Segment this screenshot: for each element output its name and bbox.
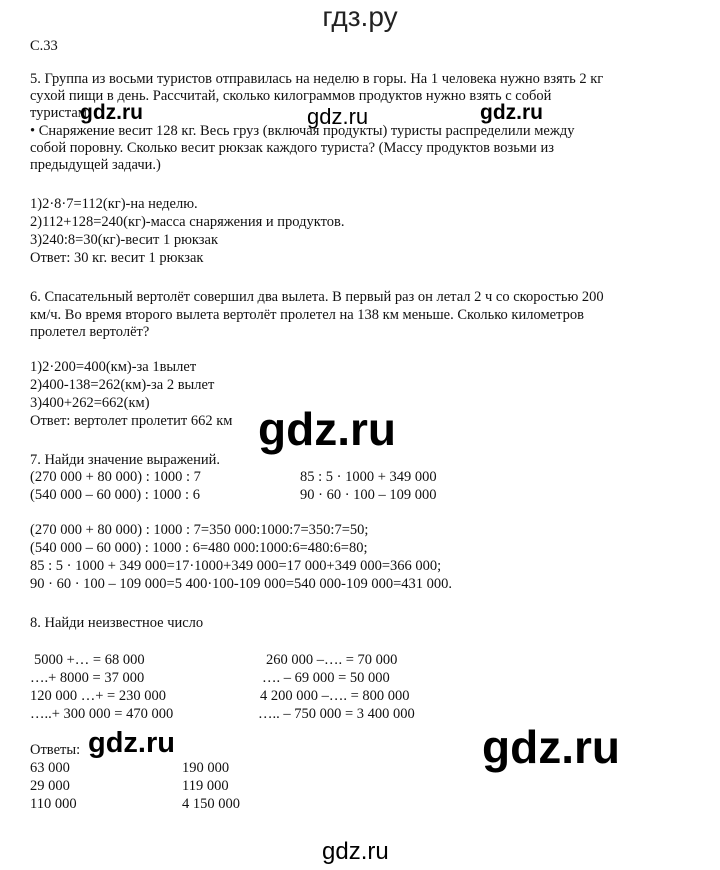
watermark-medium: gdz.ru	[88, 727, 175, 759]
task7-answer-1: (270 000 + 80 000) : 1000 : 7=350 000:1000:7=350:7=50;	[30, 522, 369, 538]
task7-expr-left-2: (540 000 – 60 000) : 1000 : 6	[30, 487, 200, 503]
task5-solution-3: 3)240:8=30(кг)-весит 1 рюкзак	[30, 232, 218, 248]
site-title: гдз.ру	[322, 1, 398, 32]
task6-solution-3: 3)400+262=662(км)	[30, 395, 150, 411]
task5-extra-3: предыдущей задачи.)	[30, 157, 161, 173]
task8-title: 8. Найди неизвестное число	[30, 615, 204, 631]
task8-left-2: ….+ 8000 = 37 000	[30, 670, 145, 686]
task8-left-1: 5000 +… = 68 000	[34, 652, 145, 668]
task8-answer-right-3: 4 150 000	[182, 796, 240, 812]
task6-line-1: 6. Спасательный вертолёт совершил два вылета. В первый раз он летал 2 ч со скоростью 200	[30, 289, 604, 305]
task7-expr-right-1: 85 : 5 · 1000 + 349 000	[300, 469, 437, 485]
task5-line-2: сухой пищи в день. Рассчитай, сколько килограммов продуктов нужно взять с собой	[30, 88, 552, 104]
task6-answer: Ответ: вертолет пролетит 662 км	[30, 413, 233, 429]
task5-line-1: 5. Группа из восьми туристов отправилась на неделю в горы. На 1 человека нужно взять 2 кг	[30, 71, 604, 87]
task5-solution-2: 2)112+128=240(кг)-масса снаряжения и продуктов.	[30, 214, 345, 230]
task8-answer-right-2: 119 000	[182, 778, 229, 794]
task8-right-2: …. – 69 000 = 50 000	[262, 670, 390, 686]
task8-answer-right-1: 190 000	[182, 760, 230, 776]
watermark-small-3: gdz.ru	[307, 104, 369, 129]
watermark-footer: gdz.ru	[322, 838, 389, 865]
watermark-large-1: gdz.ru	[258, 403, 396, 455]
task5-extra-2: собой поровну. Сколько весит рюкзак каждого туриста? (Массу продуктов возьми из	[30, 140, 554, 156]
task7-expr-right-2: 90 · 60 · 100 – 109 000	[300, 487, 437, 503]
task6-line-2: км/ч. Во время второго вылета вертолёт пролетел на 138 км меньше. Сколько километров	[30, 307, 584, 323]
task6-solution-2: 2)400-138=262(км)-за 2 вылет	[30, 377, 215, 393]
task7-title: 7. Найди значение выражений.	[30, 452, 221, 468]
page-ref: С.33	[30, 38, 58, 54]
task8-answer-left-3: 110 000	[30, 796, 77, 812]
task8-left-3: 120 000 …+ = 230 000	[30, 688, 166, 704]
task7-answer-4: 90 · 60 · 100 – 109 000=5 400·100-109 000=540 000-109 000=431 000.	[30, 576, 453, 592]
task7-answer-2: (540 000 – 60 000) : 1000 : 6=480 000:1000:6=480:6=80;	[30, 540, 368, 556]
task6-solution-1: 1)2·200=400(км)-за 1вылет	[30, 359, 197, 375]
watermark-large-2: gdz.ru	[482, 721, 620, 773]
task7-expr-left-1: (270 000 + 80 000) : 1000 : 7	[30, 469, 201, 485]
task8-answers-label: Ответы:	[30, 742, 81, 758]
watermark-small-1: gdz.ru	[80, 101, 143, 124]
task5-answer: Ответ: 30 кг. весит 1 рюкзак	[30, 250, 204, 266]
task5-line-3: туристам.	[30, 105, 91, 121]
task8-left-4: …..+ 300 000 = 470 000	[30, 706, 174, 722]
task5-solution-1: 1)2·8·7=112(кг)-на неделю.	[30, 196, 198, 212]
task5-extra-1: • Снаряжение весит 128 кг. Весь груз (включая продукты) туристы распределили между	[30, 123, 575, 139]
task8-answer-left-1: 63 000	[30, 760, 70, 776]
task8-right-3: 4 200 000 –…. = 800 000	[260, 688, 410, 704]
task6-line-3: пролетел вертолёт?	[30, 324, 150, 340]
task7-answer-3: 85 : 5 · 1000 + 349 000=17·1000+349 000=17 000+349 000=366 000;	[30, 558, 442, 574]
watermark-small-2: gdz.ru	[480, 101, 543, 124]
task8-answer-left-2: 29 000	[30, 778, 70, 794]
task8-right-1: 260 000 –…. = 70 000	[266, 652, 398, 668]
task8-right-4: ….. – 750 000 = 3 400 000	[258, 706, 415, 722]
